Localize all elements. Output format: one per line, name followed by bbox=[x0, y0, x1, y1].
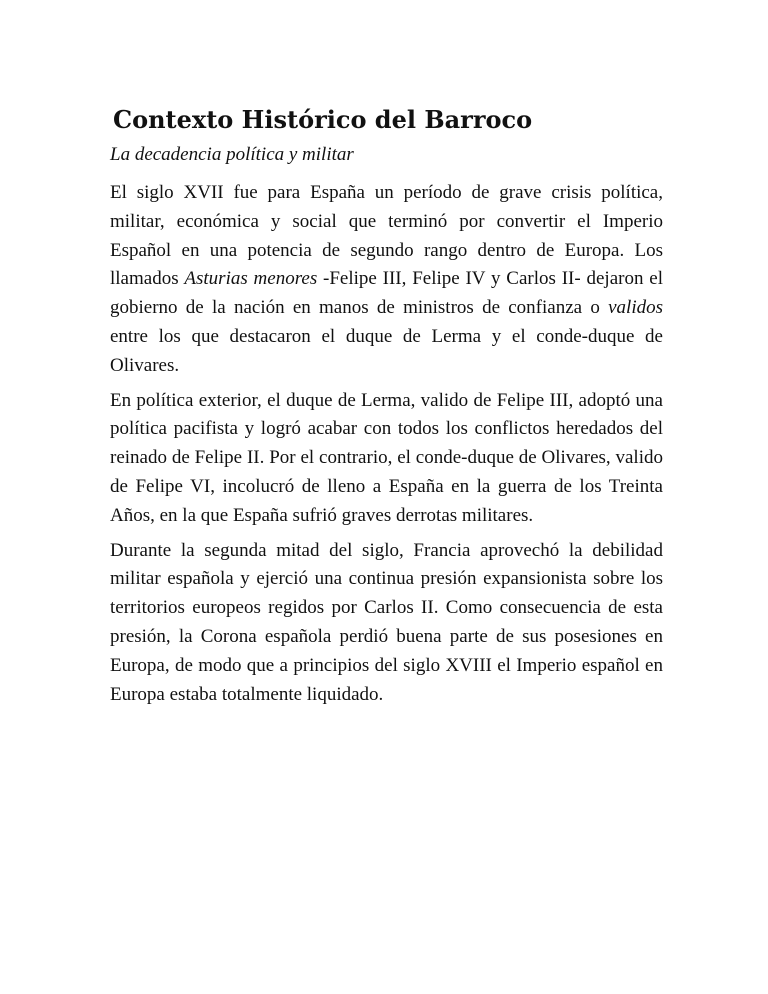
document-body bbox=[110, 104, 663, 715]
paragraph-1 bbox=[110, 179, 663, 381]
paragraph-3: Durante la segunda mitad del siglo, Francia aprovechó la debilidad militar española y ejerció una continua presión expansionista sobre los territorios europeos regidos por Carlos II. Como consecuencia de esta presión, la Corona española perdió buena parte de sus posesiones en Europa, de modo que a principios del siglo XVIII el Imperio español en Europa estaba totalmente liquidado. bbox=[110, 539, 663, 705]
paragraph-1-text-c: entre los que destacaron el duque de Lerma y el conde-duque de Olivares. bbox=[110, 325, 663, 376]
section-subtitle: La decadencia política y militar bbox=[110, 144, 354, 165]
asturias-menores-term: Asturias menores bbox=[184, 268, 318, 290]
page-title: Contexto Histórico del Barroco bbox=[113, 105, 533, 134]
paragraph-1-text-a: El siglo XVII fue para España un período de grave crisis política, militar, económica y social que terminó por convertir el Imperio Español en una potencia de segundo rango dentro de Europa. Los llamados bbox=[110, 182, 663, 290]
paragraph-1-text-b: -Felipe III, Felipe IV y Carlos II- dejaron el gobierno de la nación en manos de ministros de confianza o bbox=[110, 268, 663, 319]
paragraph-2: En política exterior, el duque de Lerma, valido de Felipe III, adoptó una política pacifista y logró acabar con todos los conflictos heredados del reinado de Felipe II. Por el contrario, el conde-duque de Olivares, valido de Felipe VI, incolucró de lleno a España en la guerra de los Treinta Años, en la que España sufrió graves derrotas militares. bbox=[110, 389, 663, 526]
validos-term: validos bbox=[608, 297, 663, 319]
